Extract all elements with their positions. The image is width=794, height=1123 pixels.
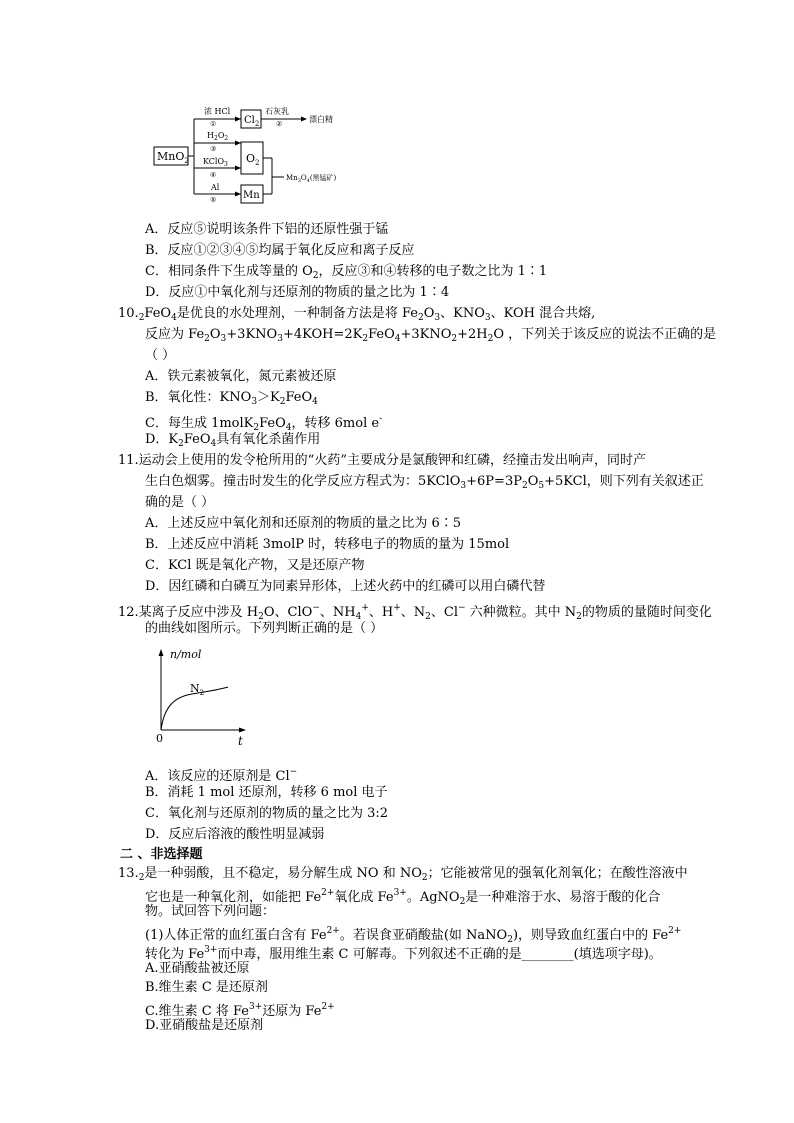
q12-stem-line2: 的曲线如图所示。下列判断正确的是（ ） [145,621,384,636]
q11-option-b: B．上述反应中消耗 3molP 时，转移电子的物质的量为 15mol [145,537,510,552]
branch2-reagent: $H_2O_2$ [207,131,229,142]
q10-option-d: D．$K_2FeO_4$具有氧化杀菌作用 [145,432,321,449]
n2-amount-graph [150,645,260,750]
q13-option-a: A.亚硝酸盐被还原 [145,961,250,976]
q9-option-c: C．相同条件下生成等量的 $O_2$，反应③和④转移的电子数之比为 1∶1 [145,264,548,281]
graph-origin: 0 [156,732,163,745]
q9-option-b: B．反应①②③④⑤均属于氧化反应和离子反应 [145,243,415,258]
mn3o4-label: $Mn_3O_4$(黑锰矿) [286,174,337,184]
q10-stem-line1: $10._2FeO_4$是优良的水处理剂，一种制备方法是将 $Fe_2O_3$、$KNO_3$、KOH 混合共熔, [118,306,596,323]
lime-label: 石灰乳 [265,107,289,116]
q11-stem-line2: 生白色烟雾。撞击时发生的化学反应方程式为：$5KClO_3+6P=3P_2O_5+5KCl$，则下列有关叙述正 [145,474,704,491]
graph-curve-label: $N_2$ [190,682,205,697]
branch1-reagent: 浓 HCl [204,107,231,116]
branch1-number: ① [210,120,217,128]
q10-stem-line2: 反应为 $Fe_2O_3+3KNO_3+4KOH=2K_2FeO_4+3KNO_2+2H_2O$ ，下列关于该反应的说法不正确的是 [145,327,717,344]
q11-stem-line3: 确的是（ ） [145,495,215,510]
q13-part1-line1: (1)人体正常的血红蛋白含有 $Fe^{2+}$。若误食亚硝酸盐(如 NaNO$_2$)，则导致血红蛋白中的 $Fe^{2+}$ [145,926,682,945]
branch4-reagent: Al [211,183,220,192]
q13-stem-line1: $13._2$是一种弱酸，且不稳定，易分解生成 NO 和 $NO_2$；它能被常见的强氧化剂氧化；在酸性溶液中 [118,866,688,883]
q13-option-c: C.维生素 C 将 $Fe^{3+}$还原为 $Fe^{2+}$ [145,1002,335,1019]
branch4-number: ⑤ [210,196,217,204]
bleach-label: 漂白精 [309,115,333,124]
q13-stem-line3: 物。试回答下列问题： [145,904,276,919]
q13-option-b: B.维生素 C 是还原剂 [145,980,268,995]
q9-option-a: A．反应⑤说明该条件下铝的还原性强于锰 [145,222,389,237]
q10-option-b: B．氧化性：$KNO_3>K_2FeO_4$ [145,390,318,407]
lime-number: ② [276,120,283,128]
mn-label: Mn [243,190,260,201]
o2-label: $O_2$ [246,152,260,167]
q11-option-c: C．KCl 既是氧化产物，又是还原产物 [145,558,365,573]
q12-option-c: C．氧化剂与还原剂的物质的量之比为 3:2 [145,806,389,821]
q10-option-a: A．铁元素被氧化，氮元素被还原 [145,369,337,384]
q11-stem-line1: 11.运动会上使用的发令枪所用的“火药”主要成分是氯酸钾和红磷，经撞击发出响声，同时产 [118,453,646,468]
q12-option-a: A．该反应的还原剂是 Cl− [145,767,298,784]
q13-stem-line2: 它也是一种氧化剂，如能把 $Fe^{2+}$氧化成 $Fe^{3+}$。AgNO$_2$是一种难溶于水、易溶于酸的化合 [145,888,661,907]
branch2-number: ③ [210,145,217,153]
q10-answer-blank: （ ） [145,348,176,363]
q9-option-d: D．反应①中氧化剂与还原剂的物质的量之比为 1∶4 [145,285,450,300]
section-heading: 二 、非选择题 [120,847,203,862]
q10-option-c: C．每生成 1molK$_2$FeO$_4$，转移 6mol e- [145,414,383,433]
q13-option-d: D.亚硝酸盐是还原剂 [145,1018,264,1033]
mno2-label: MnO$_2$ [157,150,189,165]
q12-option-b: B．消耗 1 mol 还原剂，转移 6 mol 电子 [145,785,388,800]
q11-option-d: D．因红磷和白磷互为同素异形体，上述火药中的红磷可以用白磷代替 [145,579,546,594]
q13-part1-line2: 转化为 $Fe^{3+}$而中毒，服用维生素 C 可解毒。下列叙述不正确的是________(填选项字母)。 [145,945,662,962]
reaction-flow-diagram [150,102,390,210]
q11-option-a: A．上述反应中氧化剂和还原剂的物质的量之比为 6∶5 [145,516,462,531]
q12-stem-line1: 12.某离子反应中涉及 $H_2O$、ClO−、$NH_4^+$、H+、$N_2$、Cl− 六种微粒。其中 $N_2$的物质的量随时间变化 [118,603,712,622]
graph-x-label: t [238,734,243,748]
branch3-number: ④ [210,171,217,179]
branch3-reagent: KClO$_3$ [203,157,228,168]
graph-y-label: n/mol [170,648,202,661]
q12-option-d: D．反应后溶液的酸性明显减弱 [145,827,325,842]
cl2-label: $Cl_2$ [244,115,260,128]
